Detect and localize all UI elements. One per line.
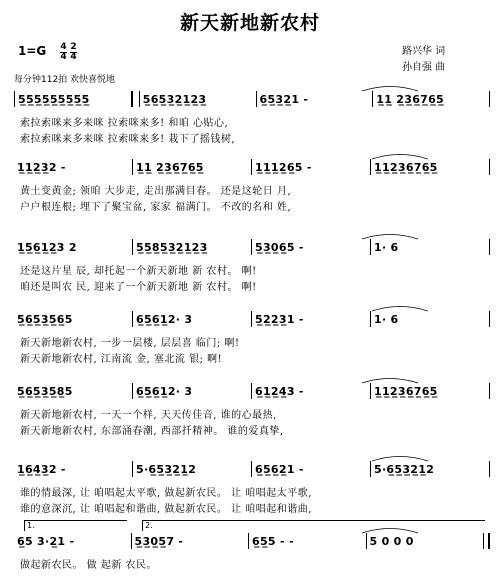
notes-line [14, 460, 490, 478]
lyricist-credit: 路兴华 词 [402, 46, 446, 57]
page-title: 新天新地新农村 [179, 12, 320, 34]
measure: 6̲5̲6̲1̲2· 3 [136, 384, 193, 398]
notes-line [14, 238, 490, 256]
bar-line [489, 383, 490, 399]
lyric-verse-2: 新天新地新农村, 东部涌春潮, 西部扦精神。 谁的爱真挚, [20, 426, 284, 437]
key-signature: 1=G [18, 44, 47, 58]
measure: 6̲5̲6̲1̲2· 3 [136, 312, 193, 326]
measure: 6̲5̲3̲2̲1 - [259, 92, 309, 106]
lyric-verse-1: 新天新地新农村, 一步一层楼, 层层喜 临门; 啊! [20, 338, 240, 349]
notes-line [14, 532, 490, 550]
meter-bottom: 4 [60, 52, 67, 62]
meter-top: 2 [70, 42, 77, 52]
slur-mark [360, 376, 420, 384]
measure: 5̲6̲5̲3̲5̲8̲5 [17, 384, 73, 398]
measure: 1̲1̲2̲3̲6̲7̲6̲5̲ [374, 160, 438, 174]
measure: 1̲5̲6̲1̲2̲3 2 [17, 240, 77, 254]
measure: 5̲3̲0̲5̲7 - [134, 534, 184, 548]
volta-second-ending: 2. [142, 520, 485, 531]
notes-line [14, 382, 490, 400]
measure: 1· 6 [374, 240, 399, 254]
measure: 5̲6̲5̲3̲5̲6̲5 [17, 312, 73, 326]
bar-line [489, 461, 490, 477]
meter-bottom: 4 [70, 52, 77, 62]
measure: 1̲1̲1̲2̲6̲5 - [255, 160, 312, 174]
slur-mark [370, 454, 430, 462]
measure: 5̲3̲0̲6̲5 - [255, 240, 304, 254]
tempo-marking: 每分钟112拍 欢快喜悦地 [14, 75, 116, 85]
lyric-verse-2: 新天新地新农村, 江南流 金, 塞北流 银; 啊! [20, 354, 223, 365]
lyric-verse-2: 谁的意深沉, 让 咱唱起和谐曲, 做起新农民。 让 咱唱起和谐曲, [20, 504, 312, 515]
lyric-verse-2: 索拉索咪来多来咪 拉索咪来多! 栽下了摇钱树, [20, 134, 236, 145]
lyric-verse-1: 黄土变黄金; 领咱 大步走, 走出那满目春。 还是这轮日 月, [20, 186, 292, 197]
slur-mark [370, 304, 430, 312]
measure: 5̲6̲5̲3̲2̲1̲2̲3̲ [142, 92, 207, 106]
notes-line [14, 158, 490, 176]
slur-mark [360, 84, 420, 92]
lyric-verse-2: 户户根连根; 埋下了聚宝盆, 家家 福满门。 不改的名和 姓, [20, 202, 292, 213]
final-barline [483, 533, 490, 549]
measure: 6̲5̲6̲2̲1 - [255, 462, 304, 476]
meter-top: 4 [60, 42, 67, 52]
measure: 1· 6 [374, 312, 399, 326]
lyric-verse-1: 索拉索咪来多来咪 拉索咪来多! 和咱 心贴心, [20, 118, 229, 129]
lyric-verse-1: 谁的情最深, 让 咱唱起太平歌, 做起新农民。 让 咱唱起太平歌, [20, 488, 312, 499]
measure: 6̲1̲2̲4̲3 - [255, 384, 304, 398]
repeat-start-barline [131, 91, 140, 107]
slur-mark [360, 232, 420, 240]
notes-line [14, 310, 490, 328]
measure: 5̲5̲8̲5̲3̲2̲1̲2̲3̲ [136, 240, 208, 254]
notes-line [14, 90, 490, 108]
measure: 5·6̲5̲3̲2̲1̲2 [136, 462, 197, 476]
slur-mark [370, 152, 430, 160]
lyric-verse-1: 做起新农民。 做 起新 农民。 [20, 560, 158, 571]
lyric-verse-1: 新天新地新农村, 一天一个样, 天天传佳音, 谁的心最热, [20, 410, 277, 421]
bar-line [489, 239, 490, 255]
time-signature [60, 43, 77, 62]
composer-credit: 孙自强 曲 [402, 62, 446, 73]
lyric-verse-2: 咱还是叫农 民, 迎来了一个新天新地 新 农村。 啊! [20, 282, 257, 293]
measure: 5̲2̲2̲3̲1 - [255, 312, 304, 326]
measure: 5̲5̲5̲5̲5̲5̲5̲5̲5̲ [18, 92, 90, 106]
measure: 6̲5̲5 - - [252, 534, 294, 548]
bar-line [489, 159, 490, 175]
measure: 5 0 0 0 [369, 534, 414, 548]
measure: 1̲1̲ 2̲3̲6̲7̲6̲5̲ [136, 160, 204, 174]
measure: 1̲1̲ 2̲3̲6̲7̲6̲5̲ [376, 92, 445, 106]
meter-2-4 [70, 43, 77, 62]
bar-line [489, 91, 490, 107]
measure: 1̲1̲2̲3̲2 - [17, 160, 66, 174]
bar-line [489, 311, 490, 327]
volta-first-ending: 1. [24, 520, 127, 531]
measure: 5·6̲5̲3̲2̲1̲2 [374, 462, 435, 476]
measure: 6̲5 3·2̲1 - [17, 534, 75, 548]
slur-mark [360, 526, 420, 534]
measure: 1̲6̲4̲3̲2 - [17, 462, 66, 476]
lyric-verse-1: 还是这片星 辰, 却托起一个新天新地 新 农村。 啊! [20, 266, 257, 277]
meter-4-4 [60, 43, 67, 62]
measure: 1̲1̲2̲3̲6̲7̲6̲5̲ [374, 384, 438, 398]
